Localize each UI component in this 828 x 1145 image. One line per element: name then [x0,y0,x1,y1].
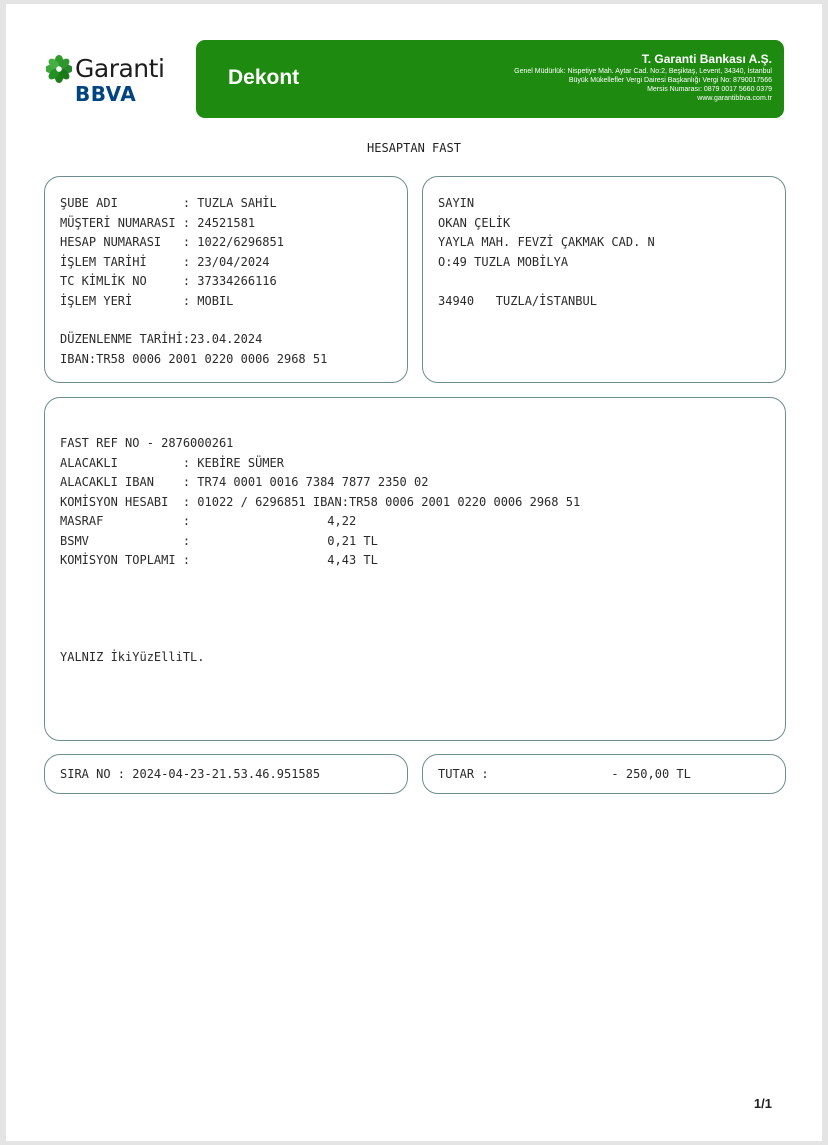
recipient-line: ALACAKLI : KEBİRE SÜMER [60,455,284,470]
salutation: SAYIN [438,196,475,210]
postal-city-line: 34940 TUZLA/İSTANBUL [438,293,597,308]
receipt-page [6,4,822,1141]
customer-number-line: MÜŞTERİ NUMARASI : 24521581 [60,215,256,230]
page-number: 1/1 [753,1096,772,1111]
fast-ref-line: FAST REF NO - 2876000261 [60,436,234,450]
customer-name: OKAN ÇELİK [438,215,511,230]
amount-line: TUTAR : - 250,00 TL [438,767,691,781]
amount-in-words-line: YALNIZ İkiYüzElliTL. [60,650,205,664]
transfer-details-box [44,397,786,741]
banner-title: Dekont [228,66,300,89]
document-title: HESAPTAN FAST [367,141,461,155]
transaction-date-line: İŞLEM TARİHİ : 23/04/2024 [60,254,270,269]
bank-info [514,52,772,103]
issue-date-line: DÜZENLENME TARİHİ:23.04.2024 [60,332,263,346]
branch-line: ŞUBE ADI : TUZLA SAHİL [60,196,277,210]
transaction-place-line: İŞLEM YERİ : MOBIL [60,293,234,308]
bank-mersis: Mersis Numarası: 0879 0017 5660 0379 [647,86,772,93]
fee-line: MASRAF : 4,22 [60,514,357,528]
bank-name: T. Garanti Bankası A.Ş. [641,52,772,66]
commission-account-line: KOMİSYON HESABI : 01022 / 6296851 IBAN:TR58 0006 2001 0220 0006 2968 51 [60,494,581,509]
account-number-line: HESAP NUMARASI : 1022/6296851 [60,235,284,249]
commission-total-line: KOMİSYON TOPLAMI : 4,43 TL [60,553,378,567]
bsmv-line: BSMV : 0,21 TL [60,533,378,548]
sequence-number: SIRA NO : 2024-04-23-21.53.46.951585 [60,767,321,781]
recipient-iban-line: ALACAKLI IBAN : TR74 0001 0016 7384 7877 2350 02 [60,475,429,489]
clover-icon [46,54,72,88]
bank-website: www.garantibbva.com.tr [697,95,772,102]
iban-line: IBAN:TR58 0006 2001 0220 0006 2968 51 [60,351,328,366]
address-line-1: YAYLA MAH. FEVZİ ÇAKMAK CAD. N [438,235,655,249]
address-line-2: O:49 TUZLA MOBİLYA [438,254,569,269]
logo-garanti-text: Garanti [75,54,165,83]
tc-id-line: TC KİMLİK NO : 37334266116 [60,274,277,288]
logo-bbva-text: BBVA [75,82,137,106]
bank-address: Genel Müdürlük: Nispetiye Mah. Aytar Cad. No:2, Beşiktaş, Levent, 34340, İstanbul [514,68,772,75]
dekont-banner [196,40,784,118]
account-info-box [44,176,408,383]
garanti-bbva-logo [46,54,176,110]
amount-box [422,754,786,794]
bank-tax-no: Büyük Mükellefler Vergi Dairesi Başkanlığı Vergi No: 8790017566 [568,77,772,84]
recipient-address-box [422,176,786,383]
sequence-number-box [44,754,408,794]
